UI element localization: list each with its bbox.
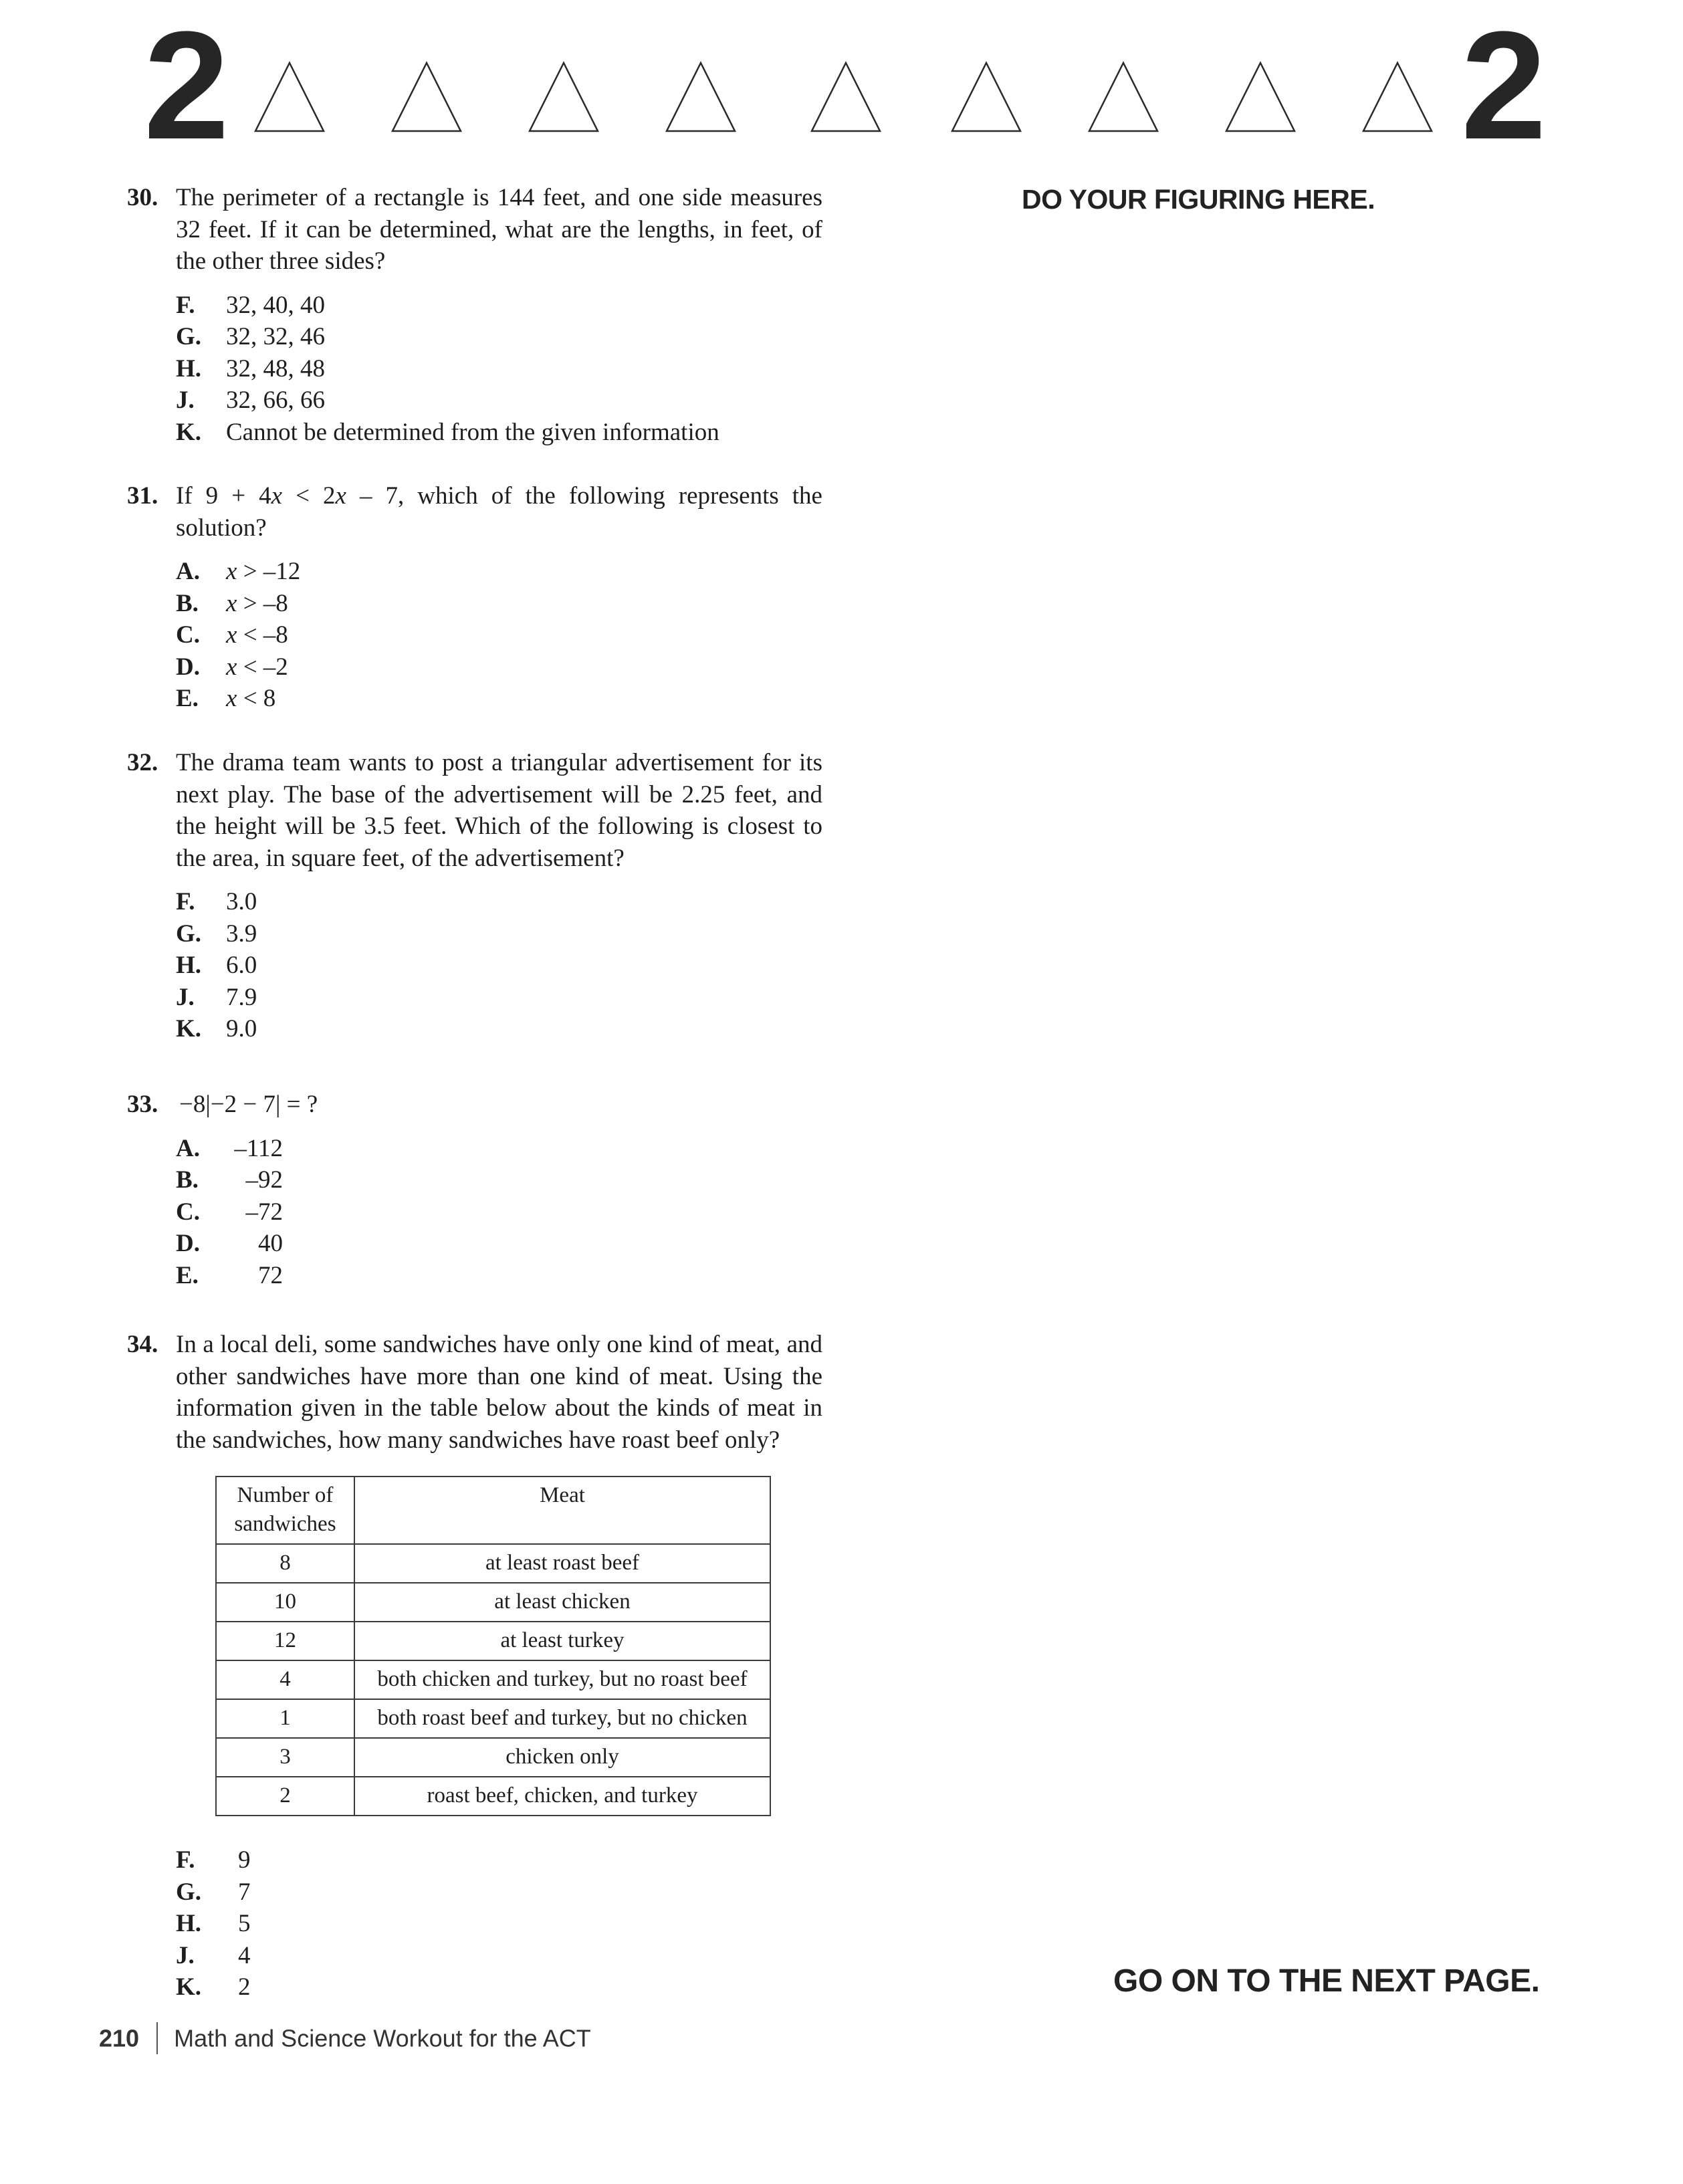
- answer-choice-F[interactable]: F. 32, 40, 40: [176, 291, 325, 319]
- column-header-meat: Meat: [354, 1477, 770, 1544]
- answer-choices: [176, 886, 822, 1045]
- answer-choice-F[interactable]: F. 9: [176, 1846, 251, 1874]
- triangle-icon: [253, 60, 326, 134]
- answer-choice-K[interactable]: K. 9.0: [176, 1015, 257, 1043]
- question-text: If 9 + 4x < 2x – 7, which of the following represents the solution?: [176, 482, 822, 542]
- answer-choice-G[interactable]: G. 7: [176, 1878, 251, 1906]
- answer-choice-J[interactable]: J. 4: [176, 1941, 251, 1969]
- section-number-right: 2: [1461, 0, 1544, 171]
- triangle-icon: [949, 60, 1023, 134]
- answer-choice-G[interactable]: G. 3.9: [176, 919, 257, 948]
- question-31: [127, 480, 822, 715]
- table-row: 2 roast beef, chicken, and turkey: [216, 1777, 770, 1816]
- question-32: [127, 747, 822, 1045]
- answer-choices: [176, 556, 822, 715]
- triangle-icon: [1361, 60, 1434, 134]
- question-text: −8|−2 − 7| = ?: [179, 1091, 318, 1118]
- triangle-icon: [1224, 60, 1297, 134]
- answer-choice-C[interactable]: C. –72: [176, 1198, 283, 1226]
- table-row: 8 at least roast beef: [216, 1544, 770, 1583]
- answer-choice-E[interactable]: E. 72: [176, 1261, 283, 1289]
- table-row: 10 at least chicken: [216, 1583, 770, 1622]
- question-number: 33.: [127, 1091, 158, 1118]
- answer-choice-J[interactable]: J. 7.9: [176, 983, 257, 1011]
- answer-choices: [176, 1844, 822, 2003]
- question-number: 30.: [127, 184, 158, 211]
- sandwich-meat-table: [215, 1476, 771, 1816]
- page-footer: [99, 2024, 591, 2056]
- book-title: Math and Science Workout for the ACT: [174, 2024, 591, 2052]
- answer-choice-H[interactable]: H. 32, 48, 48: [176, 354, 325, 383]
- table-row: 4 both chicken and turkey, but no roast beef: [216, 1660, 770, 1699]
- answer-choice-H[interactable]: H. 5: [176, 1910, 251, 1937]
- question-number: 32.: [127, 749, 158, 776]
- answer-choice-E[interactable]: E. x < 8: [176, 685, 276, 712]
- question-text: The perimeter of a rectangle is 144 feet, and one side measures 32 feet. If it can be determined, what are the lengths, in feet, of the other three sides?: [176, 184, 822, 275]
- answer-choices: [176, 290, 822, 449]
- triangle-icon: [527, 60, 600, 134]
- triangle-icon: [390, 60, 463, 134]
- page-number: 210: [99, 2024, 140, 2052]
- triangle-icon: [809, 60, 883, 134]
- table-row: 3 chicken only: [216, 1738, 770, 1777]
- answer-choice-F[interactable]: F. 3.0: [176, 888, 257, 915]
- answer-choice-A[interactable]: A. x > –12: [176, 558, 301, 585]
- triangle-icon: [664, 60, 738, 134]
- answer-choice-D[interactable]: D. 40: [176, 1230, 283, 1257]
- question-text: The drama team wants to post a triangular advertisement for its next play. The base of the advertisement will be 2.25 feet, and the height will be 3.5 feet. Which of the following is closest to the area, in square feet, of the advertisement?: [176, 749, 822, 872]
- column-header-number: Number of sandwiches: [216, 1477, 354, 1544]
- answer-choice-C[interactable]: C. x < –8: [176, 621, 288, 649]
- answer-choice-B[interactable]: B. x > –8: [176, 589, 288, 617]
- question-30: [127, 182, 822, 448]
- question-33: [127, 1089, 822, 1291]
- section-number-left: 2: [144, 0, 227, 171]
- triangle-icon: [1087, 60, 1160, 134]
- question-text: In a local deli, some sandwiches have only one kind of meat, and other sandwiches have more than one kind of meat. Using the information given in the table below about the kinds of meat in the sandwiches, how many sandwiches have roast beef only?: [176, 1331, 822, 1454]
- answer-choice-A[interactable]: A. –112: [176, 1134, 283, 1162]
- answer-choice-G[interactable]: G. 32, 32, 46: [176, 323, 325, 350]
- answer-choice-J[interactable]: J. 32, 66, 66: [176, 387, 325, 414]
- answer-choice-B[interactable]: B. –92: [176, 1166, 283, 1194]
- answer-choices: [176, 1133, 822, 1292]
- footer-divider: [156, 2022, 158, 2054]
- question-34: [127, 1329, 822, 2003]
- table-header-row: [216, 1477, 770, 1544]
- table-row: 12 at least turkey: [216, 1622, 770, 1660]
- next-page-label: GO ON TO THE NEXT PAGE.: [1113, 1963, 1540, 1999]
- answer-choice-D[interactable]: D. x < –2: [176, 653, 288, 681]
- question-number: 31.: [127, 482, 158, 510]
- answer-choice-H[interactable]: H. 6.0: [176, 952, 257, 979]
- answer-choice-K[interactable]: K. 2: [176, 1973, 251, 2001]
- figuring-label: DO YOUR FIGURING HERE.: [1022, 184, 1375, 215]
- answer-choice-K[interactable]: K. Cannot be determined from the given information: [176, 418, 719, 446]
- table-row: 1 both roast beef and turkey, but no chicken: [216, 1699, 770, 1738]
- question-number: 34.: [127, 1331, 158, 1358]
